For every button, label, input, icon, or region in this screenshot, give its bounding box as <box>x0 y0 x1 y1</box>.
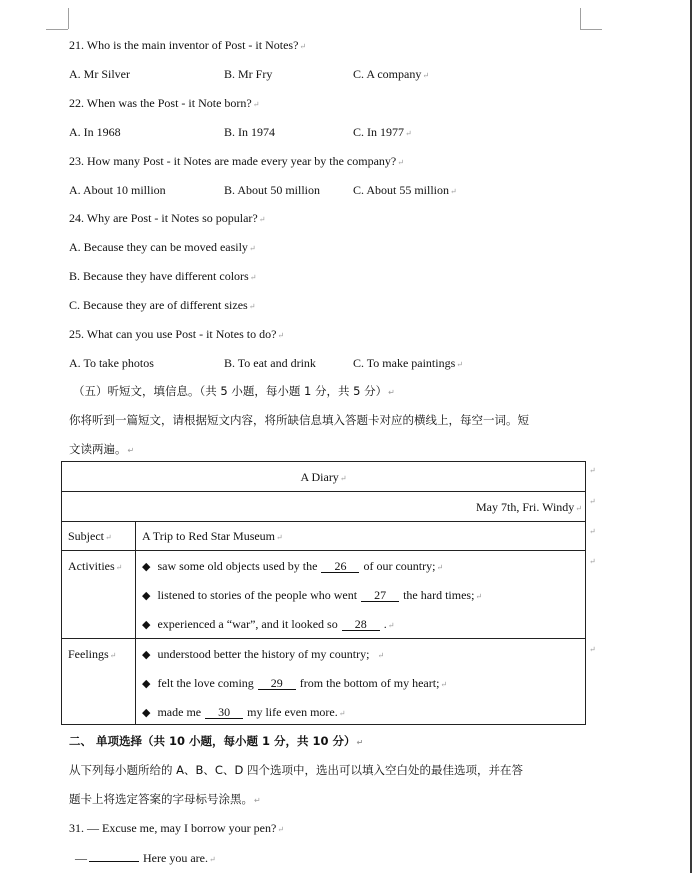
option-b[interactable]: B. Mr Fry <box>224 67 273 81</box>
answer-blank-31[interactable] <box>89 850 139 862</box>
diary-date: May 7th, Fri. Windy↵ <box>476 500 582 514</box>
option-c[interactable]: C. In 1977↵ <box>353 125 412 139</box>
option-b[interactable]: B. In 1974 <box>224 125 275 139</box>
option-c[interactable]: C. About 55 million↵ <box>353 183 457 197</box>
bullet-icon: ◆ <box>142 677 151 690</box>
subject-label: Subject↵ <box>68 529 112 543</box>
section-5-instruction-cont: 文读两遍。↵ <box>69 442 135 456</box>
answer-blank-29[interactable]: 29 <box>258 677 296 690</box>
activities-label: Activities↵ <box>68 559 123 573</box>
option-a[interactable]: A. In 1968 <box>69 125 121 139</box>
answer-blank-30[interactable]: 30 <box>205 706 243 719</box>
option-a[interactable]: A. To take photos <box>69 356 154 370</box>
part-2-instruction-cont: 题卡上将选定答案的字母标号涂黑。↵ <box>69 792 261 806</box>
part-2-heading: 二、 单项选择（共 10 小题，每小题 1 分，共 10 分）↵ <box>69 734 364 748</box>
option-a[interactable]: A. About 10 million <box>69 183 166 197</box>
section-5-heading: （五）听短文，填信息。（共 5 小题，每小题 1 分，共 5 分）↵ <box>73 384 395 398</box>
bullet-icon: ◆ <box>142 648 151 661</box>
diary-title: A Diary↵ <box>300 470 347 484</box>
answer-blank-26[interactable]: 26 <box>321 560 359 573</box>
row-end-mark: ↵ <box>589 466 596 475</box>
answer-blank-28[interactable]: 28 <box>342 618 380 631</box>
question-31-line-2: — Here you are.↵ <box>75 851 216 865</box>
feeling-item: ◆ made me 30 my life even more.↵ <box>142 705 346 719</box>
option-b[interactable]: B. To eat and drink <box>224 356 316 370</box>
subject-value: A Trip to Red Star Museum↵ <box>142 529 283 543</box>
table-row-divider <box>62 638 585 639</box>
question-21-stem: 21. Who is the main inventor of Post - it Notes?↵ <box>69 38 307 52</box>
part-2-instruction: 从下列每小题所给的 A、B、C、D 四个选项中，选出可以填入空白处的最佳选项，并在答 <box>69 763 523 777</box>
feeling-item: ◆ understood better the history of my country; ↵ <box>142 647 385 661</box>
row-end-mark: ↵ <box>589 557 596 566</box>
question-31-line-1: 31. — Excuse me, may I borrow your pen?↵ <box>69 821 284 835</box>
bullet-icon: ◆ <box>142 560 151 573</box>
activity-item: ◆ listened to stories of the people who went 27 the hard times;↵ <box>142 588 483 602</box>
section-5-instruction: 你将听到一篇短文，请根据短文内容，将所缺信息填入答题卡对应的横线上，每空一词。短 <box>69 413 529 427</box>
bullet-icon: ◆ <box>142 618 151 631</box>
question-21-options <box>69 67 430 81</box>
table-row-divider <box>62 550 585 551</box>
question-25-options <box>69 356 463 370</box>
option-c[interactable]: C. A company↵ <box>353 67 430 81</box>
diary-table <box>61 461 586 725</box>
question-24-stem: 24. Why are Post - it Notes so popular?↵ <box>69 211 266 225</box>
bullet-icon: ◆ <box>142 706 151 719</box>
question-23-stem: 23. How many Post - it Notes are made every year by the company?↵ <box>69 154 404 168</box>
question-25-stem: 25. What can you use Post - it Notes to do?↵ <box>69 327 285 341</box>
question-24-option-a[interactable]: A. Because they can be moved easily↵ <box>69 240 256 254</box>
bullet-icon: ◆ <box>142 589 151 602</box>
crop-mark-top-left <box>68 8 69 29</box>
question-24-option-b[interactable]: B. Because they have different colors↵ <box>69 269 257 283</box>
question-22-options <box>69 125 412 139</box>
answer-blank-27[interactable]: 27 <box>361 589 399 602</box>
activity-item: ◆ saw some old objects used by the 26 of our country;↵ <box>142 559 444 573</box>
activity-item: ◆ experienced a “war”, and it looked so 28 .↵ <box>142 617 395 631</box>
option-b[interactable]: B. About 50 million <box>224 183 321 197</box>
row-end-mark: ↵ <box>589 497 596 506</box>
crop-mark-top-right-horizontal <box>580 29 602 30</box>
question-23-options <box>69 183 457 197</box>
feelings-label: Feelings↵ <box>68 647 117 661</box>
table-row-divider <box>62 521 585 522</box>
crop-mark-top-left-horizontal <box>46 29 68 30</box>
row-end-mark: ↵ <box>589 645 596 654</box>
question-24-option-c[interactable]: C. Because they are of different sizes↵ <box>69 298 256 312</box>
option-a[interactable]: A. Mr Silver <box>69 67 130 81</box>
crop-mark-top-right <box>580 8 581 29</box>
feeling-item: ◆ felt the love coming 29 from the bottom of my heart;↵ <box>142 676 448 690</box>
question-22-stem: 22. When was the Post - it Note born?↵ <box>69 96 260 110</box>
row-end-mark: ↵ <box>589 527 596 536</box>
option-c[interactable]: C. To make paintings↵ <box>353 356 463 370</box>
table-column-divider <box>135 521 136 724</box>
table-row-divider <box>62 491 585 492</box>
